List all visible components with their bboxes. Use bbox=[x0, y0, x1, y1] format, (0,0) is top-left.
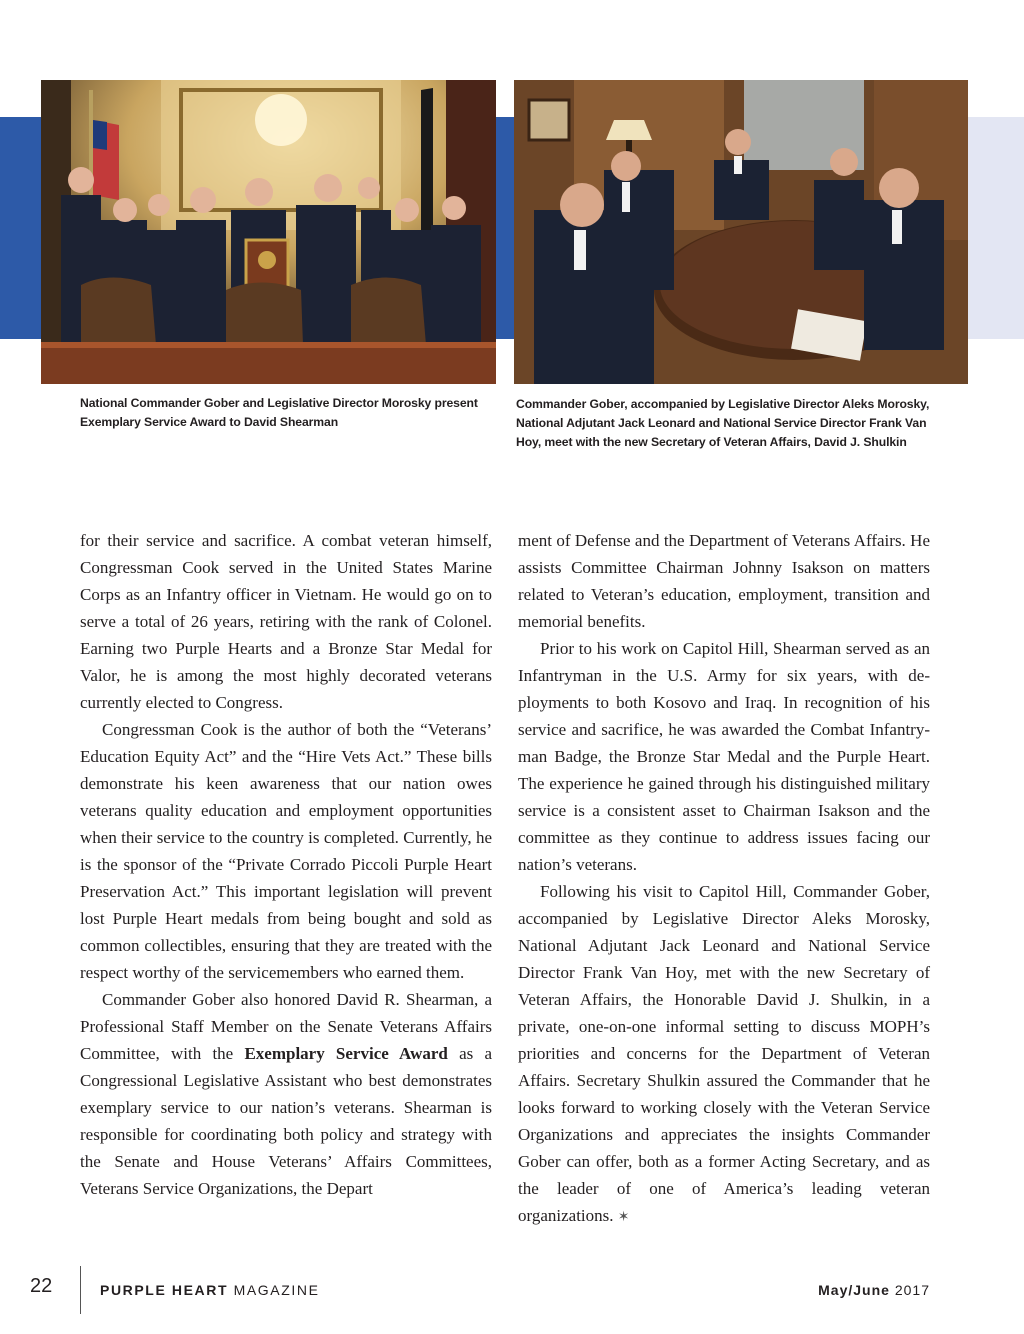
photo-award-ceremony-icon bbox=[41, 80, 496, 384]
footer-divider bbox=[80, 1266, 81, 1314]
accent-bar-left bbox=[0, 117, 42, 339]
paragraph: Prior to his work on Capitol Hill, Shearman served as an Infantryman in the U.S. Army for six years, with deployments to both Kosovo and Iraq. In recognition of his service and sacrifice, he was awarded the Combat Infantryman Badge, the Bronze Star Medal and the Purple Heart. The experience he gained through his distinguished military service is a consistent asset to Chairman Isakson and the committee as they continue to address issues facing our nation’s veterans. bbox=[518, 639, 930, 874]
accent-bar-middle bbox=[496, 117, 514, 339]
paragraph-text: Following his visit to Capitol Hill, Commander Gober, accompanied by Legislative Director Aleks Morosky, National Adjutant Jack Leonard and National Service Director Frank Van Hoy, met with the new Secretary of Veteran Affairs, the Honorable David J. Shulkin, in a private, one-on-one informal setting to discuss MOPH’s priorities and concerns for the Department of Veteran Affairs. Secretary Shulkin assured the Commander that he looks forward to working closely with the Veteran Service Organizations and appreciates the insights Commander Gober can offer, both as a former Acting Secretary, and as the leader of one of America’s leading veteran organizations. bbox=[518, 882, 930, 1225]
photo-caption-right: Commander Gober, accompanied by Legislative Director Aleks Morosky, National Adjutant Jack Leonard and National Service Director Frank Van Hoy, meet with the new Secretary of Veteran Affairs, David J. Shulkin bbox=[516, 397, 930, 449]
article-column-left bbox=[80, 527, 492, 1202]
end-mark-icon: ✶ bbox=[617, 1210, 630, 1225]
award-name: Exemplary Service Award bbox=[244, 1044, 448, 1063]
paragraph: ment of Defense and the Department of Veterans Affairs. He assists Committee Chairman Johnny Isakson on matters related to Veteran’s education, employment, transition and memorial benefits. bbox=[518, 531, 930, 631]
accent-bar-right bbox=[968, 117, 1024, 339]
meeting-photo bbox=[514, 80, 968, 384]
paragraph-text: Commander Gober also honored David R. Shearman, a Professional Staff Member on the Senate Veterans Affairs Committee, with the bbox=[80, 990, 492, 1063]
article-column-right bbox=[518, 527, 930, 1231]
paragraph-text: as a Congressional Legislative Assistant who best demonstrates exemplary service to our nation’s veterans. Shearman is responsible for coordinating both policy and strategy with the Senate and House Veterans’ Affairs Committees, Veterans Service Organizations, the Depart bbox=[80, 1044, 492, 1198]
paragraph: Congressman Cook is the author of both the “Veterans’ Education Equity Act” and the “Hire Vets Act.” These bills demonstrate his keen awareness that our nation owes veterans quality education and employment opportunities when their service to the country is completed. Currently, he is the sponsor of the “Private Corrado Piccoli Purple Heart Preservation Act.” This important legislation will prevent lost Purple Heart medals from being bought and sold as common collectibles, ensuring that they are treated with the respect worthy of the servicemembers who earned them. bbox=[80, 720, 492, 982]
magazine-title bbox=[100, 1282, 320, 1298]
page-number: 22 bbox=[30, 1275, 53, 1297]
photo-caption-left: National Commander Gober and Legislative Director Morosky present Exemplary Service Award to David Shearman bbox=[80, 396, 478, 429]
paragraph: for their service and sacrifice. A combat veteran himself, Congressman Cook served in the United States Marine Corps as an Infantry officer in Vietnam. He would go on to serve a total of 26 years, retiring with the rank of Colonel. Earning two Purple Hearts and a Bronze Star Medal for Valor, he is among the most highly decorated veterans currently elected to Congress. bbox=[80, 531, 492, 712]
paragraph bbox=[80, 986, 492, 1202]
magazine-title-bold: PURPLE HEART bbox=[100, 1282, 229, 1298]
issue-year: 2017 bbox=[889, 1282, 930, 1298]
magazine-title-rest: MAGAZINE bbox=[228, 1282, 320, 1298]
paragraph bbox=[518, 878, 930, 1231]
award-ceremony-photo bbox=[41, 80, 496, 384]
photo-meeting-table-icon bbox=[514, 80, 968, 384]
issue-month: May/June bbox=[818, 1282, 890, 1298]
issue-date bbox=[818, 1282, 930, 1298]
